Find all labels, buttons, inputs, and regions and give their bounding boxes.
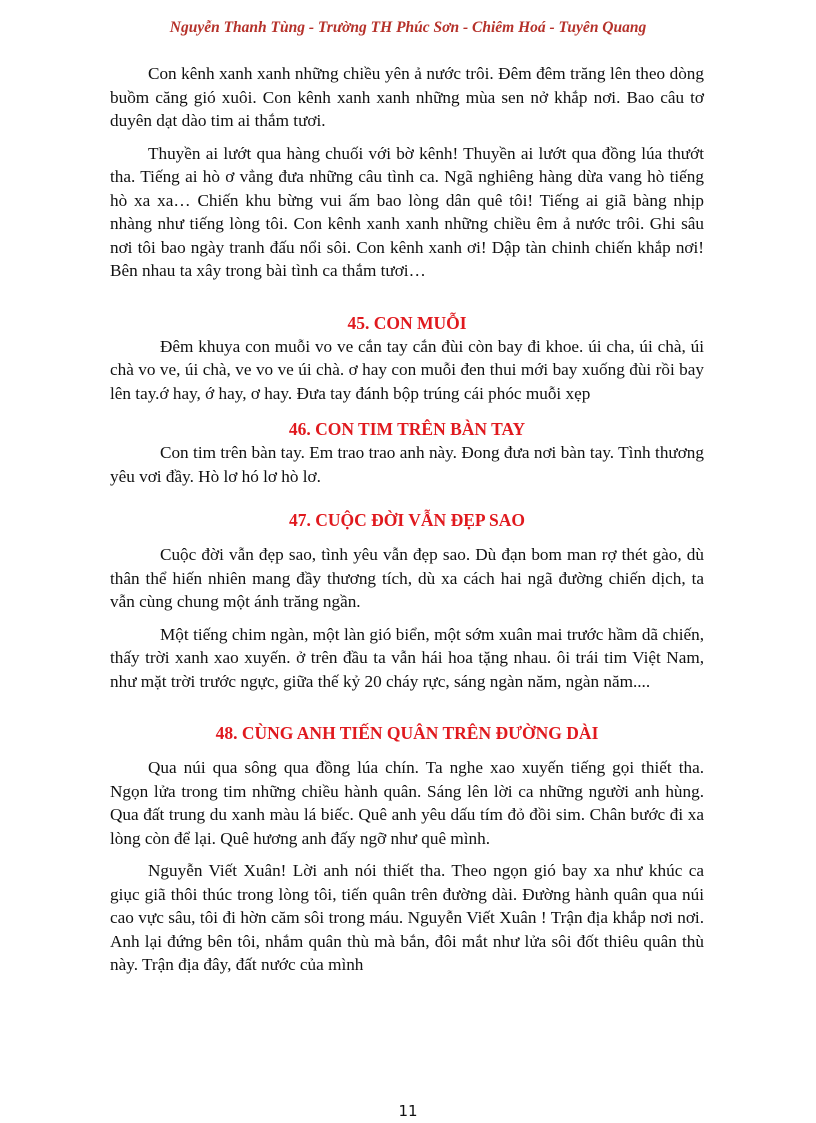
page-body (110, 62, 704, 977)
running-header: Nguyễn Thanh Tùng - Trường TH Phúc Sơn - Chiêm Hoá - Tuyên Quang (169, 19, 647, 36)
paragraph: Một tiếng chim ngàn, một làn gió biển, một sớm xuân mai trước hầm dã chiến, thấy trời xanh xao xuyến. ở trên đầu ta vẫn hái hoa tặng nhau. ôi trái tim Việt Nam, như mặt trời trước ngực, giữa thế kỷ 20 cháy rực, sáng ngàn năm, ngàn năm.... (110, 624, 704, 691)
song-48 (110, 721, 704, 977)
paragraph: Con kênh xanh xanh những chiều yên ả nước trôi. Đêm đêm trăng lên theo dòng buồm căng gió xuôi. Con kênh xanh xanh những mùa sen nở khắp nơi. Bao câu tơ duyên dạt dào tim ai thắm tươi. (110, 64, 704, 130)
section-spacer (110, 283, 704, 311)
song-45 (110, 311, 704, 406)
paragraph: Đêm khuya con muỗi vo ve cắn tay cắn đùi còn bay đi khoe. úi cha, úi chà, úi chà vo ve, úi chà, ve vo ve úi chà. ơ hay con muỗi đen thui mới bay xuống đùi rồi bay lên tay.ớ hay, ớ hay, ơ hay. Đưa tay đánh bộp trúng cái phóc muỗi xẹp (110, 336, 704, 403)
title-spacer (110, 745, 704, 756)
paragraph: Qua núi qua sông qua đồng lúa chín. Ta nghe xao xuyến tiếng gọi thiết tha. Ngọn lửa trong tim những chiều hành quân. Sáng lên lời ca những người anh hùng. Qua đất trung du xanh màu lá biếc. Quê anh yêu dấu tím đỏ đồi sim. Chân bước đi xa lòng còn để lại. Quê hương anh đấy ngỡ như quê mình. (110, 758, 704, 848)
song-title: 47. CUỘC ĐỜI VẪN ĐẸP SAO (289, 510, 525, 530)
paragraph: Thuyền ai lướt qua hàng chuối với bờ kênh! Thuyền ai lướt qua đồng lúa thướt tha. Tiếng ai hò ơ vẳng đưa những câu tình ca. Ngã nghiêng hàng dừa vang hò tiếng hò xa xa… Chiến khu bừng vui ấm bao lòng dân quê tôi! Tiếng ai giã bàng nhịp nhàng như tiếng lòng tôi. Con kênh xanh xanh những chiều êm ả nước trôi. Ghi sâu nơi tôi bao ngày tranh đấu nổi sôi. Con kênh xanh ơi! Dập tàn chinh chiến khắp nơi! Bên nhau ta xây trong bài tình ca thắm tươi… (110, 143, 704, 280)
song-title: 45. CON MUỖI (347, 312, 467, 333)
song-title: 46. CON TIM TRÊN BÀN TAY (288, 419, 526, 439)
paragraph: Cuộc đời vẫn đẹp sao, tình yêu vẫn đẹp sao. Dù đạn bom man rợ thét gào, dù thân thể hiến nhiên mang đầy thương tích, dù xa cách hai ngã đường chiến dịch, ta vẫn cùng chung một ánh trăng ngần. (110, 545, 704, 611)
paragraph: Nguyễn Viết Xuân! Lời anh nói thiết tha. Theo ngọn gió bay xa như khúc ca giục giã thôi thúc trong lòng tôi, tiến quân trên đường dài. Đường hành quân qua núi cao vực sâu, tôi đi hờn căm sôi trong máu. Nguyễn Viết Xuân ! Trận địa khắp nơi nơi. Anh lại đứng bên tôi, nhắm quân thù mà bắn, đôi mắt như lửa sôi đốt thiêu quân thù này. Trận địa đây, đất nước của mình (110, 861, 704, 974)
song-title: 48. CÙNG ANH TIẾN QUÂN TRÊN ĐƯỜNG DÀI (215, 723, 599, 743)
section-spacer (110, 405, 704, 417)
paragraph: Con tim trên bàn tay. Em trao trao anh này. Đong đưa nơi bàn tay. Tình thương yêu vơi đầy. Hò lơ hó lơ hò lơ. (110, 443, 704, 486)
title-spacer (110, 532, 704, 543)
song-46 (110, 417, 704, 488)
page-number: 11 (398, 1102, 418, 1120)
section-spacer (110, 693, 704, 721)
song-continued (110, 62, 704, 283)
song-47 (110, 508, 704, 693)
section-spacer (110, 488, 704, 508)
